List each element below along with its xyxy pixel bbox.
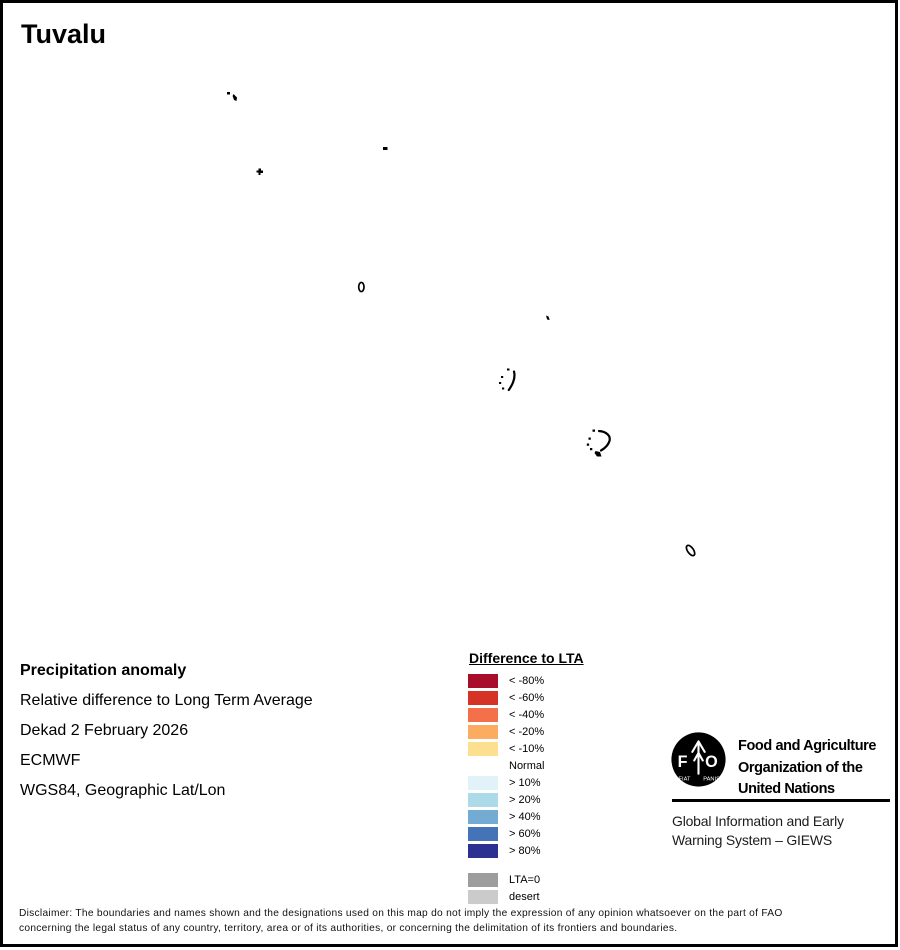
legend-label: Normal	[509, 759, 545, 772]
legend-gap	[468, 859, 584, 871]
info-source: ECMWF	[20, 752, 81, 769]
island-nukufetau-islets	[499, 369, 510, 390]
island-vaitupu	[546, 316, 550, 321]
island-nanumaga	[257, 169, 264, 176]
disclaimer	[19, 907, 783, 936]
info-projection: WGS84, Geographic Lat/Lon	[20, 782, 226, 799]
page-title: Tuvalu	[21, 19, 107, 49]
fao-org-line3: United Nations	[738, 781, 835, 797]
legend-row	[468, 689, 584, 706]
legend-row	[468, 871, 584, 888]
fao-logo-icon	[670, 731, 727, 788]
legend-swatch	[468, 873, 498, 887]
legend-swatch	[468, 776, 498, 790]
legend-label: < -10%	[509, 742, 545, 755]
legend-label: > 60%	[509, 827, 541, 840]
legend-swatch	[468, 691, 498, 705]
giews-line2: Warning System – GIEWS	[672, 831, 833, 848]
legend-row	[468, 672, 584, 689]
legend-title: Difference to LTA	[469, 650, 584, 666]
legend-row	[468, 842, 584, 859]
legend-swatch	[468, 742, 498, 756]
fao-motto-fiat: FIAT	[678, 776, 691, 783]
legend-row	[468, 740, 584, 757]
info-subtitle: Relative difference to Long Term Average	[20, 692, 313, 709]
fao-logo-letter-f: F	[677, 753, 688, 772]
legend-label: < -60%	[509, 691, 545, 704]
island-nukulaelae	[685, 544, 697, 557]
legend-label: > 40%	[509, 810, 541, 823]
legend-swatch	[468, 759, 498, 773]
info-dekad: Dekad 2 February 2026	[20, 722, 189, 739]
legend-swatch	[468, 844, 498, 858]
disclaimer-line2: concerning the legal status of any country, territory, area or of its authorities, or concerning the delimitation of its frontiers and boundaries.	[19, 922, 678, 934]
island-nukufetau-reef	[509, 372, 515, 391]
legend-label: LTA=0	[509, 873, 541, 886]
legend-row	[468, 808, 584, 825]
fao-org-line1: Food and Agriculture	[738, 738, 877, 754]
fao-org-line2: Organization of the	[738, 759, 863, 776]
legend-swatch	[468, 708, 498, 722]
info-heading: Precipitation anomaly	[20, 662, 187, 679]
legend-swatch	[468, 827, 498, 841]
brand-divider	[672, 799, 890, 802]
legend-row	[468, 757, 584, 774]
legend-row	[468, 723, 584, 740]
legend-swatch	[468, 810, 498, 824]
legend-label: > 10%	[509, 776, 541, 789]
legend-label: < -40%	[509, 708, 545, 721]
legend-label: < -20%	[509, 725, 545, 738]
giews-label	[672, 812, 844, 849]
legend-label: > 80%	[509, 844, 541, 857]
legend-row	[468, 825, 584, 842]
legend	[468, 650, 584, 905]
legend-swatch	[468, 674, 498, 688]
legend-swatch	[468, 890, 498, 904]
giews-line1: Global Information and Early	[672, 813, 844, 829]
disclaimer-line1: Disclaimer: The boundaries and names shown and the designations used on this map do not imply the expression of any opinion whatsoever on the part of FAO	[19, 908, 783, 919]
island-nanumea-islet	[227, 92, 230, 95]
legend-row	[468, 706, 584, 723]
legend-label: > 20%	[509, 793, 541, 806]
fao-org-name	[738, 736, 876, 801]
island-niutao	[383, 147, 388, 150]
legend-row	[468, 791, 584, 808]
legend-swatch	[468, 725, 498, 739]
island-funafuti-reef	[599, 431, 610, 451]
map-info-block	[20, 656, 313, 806]
legend-label: < -80%	[509, 674, 545, 687]
island-nanumea	[233, 94, 237, 101]
fao-motto-panis: PANIS	[703, 776, 720, 783]
legend-row	[468, 774, 584, 791]
legend-row	[468, 888, 584, 905]
island-funafuti-islets	[587, 430, 602, 457]
fao-logo-letter-o: O	[705, 753, 718, 772]
legend-label: desert	[509, 890, 540, 903]
island-nui	[359, 282, 364, 291]
legend-swatch	[468, 793, 498, 807]
